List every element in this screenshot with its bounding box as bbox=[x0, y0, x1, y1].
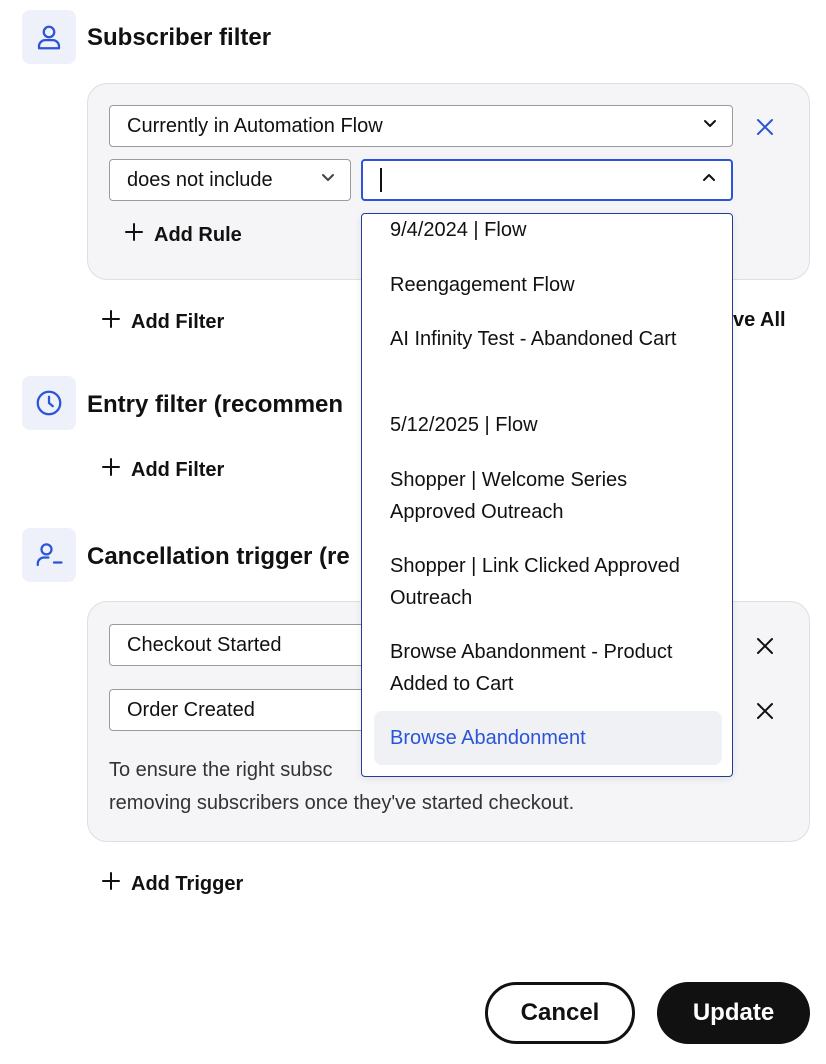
trigger-value-1: Checkout Started bbox=[127, 633, 282, 656]
cancellation-trigger-title: Cancellation trigger (re bbox=[87, 543, 350, 570]
cancel-button[interactable]: Cancel bbox=[485, 982, 635, 1044]
subscriber-filter-title: Subscriber filter bbox=[87, 24, 272, 51]
update-button[interactable]: Update bbox=[657, 982, 810, 1044]
dropdown-option[interactable]: Shopper | Welcome Series Approved Outreach bbox=[390, 469, 628, 523]
dropdown-option[interactable]: AI Infinity Test - Abandoned Cart bbox=[390, 328, 677, 350]
add-rule-label: Add Rule bbox=[154, 223, 242, 246]
chevron-down-icon bbox=[702, 115, 718, 138]
plus-icon bbox=[101, 309, 121, 335]
remove-all-button[interactable]: ve All bbox=[733, 309, 786, 331]
help-text-line-2: removing subscribers once they've started checkout. bbox=[109, 792, 575, 814]
entry-filter-title: Entry filter (recommen bbox=[87, 391, 344, 418]
remove-trigger-1-icon[interactable] bbox=[751, 632, 779, 660]
dropdown-option[interactable]: Shopper | Link Clicked Approved Outreach bbox=[390, 555, 680, 609]
trigger-select-1[interactable] bbox=[109, 624, 369, 666]
help-text-line-1: To ensure the right subsc bbox=[109, 759, 333, 781]
dropdown-option[interactable] bbox=[374, 214, 722, 248]
clock-icon bbox=[22, 376, 76, 430]
filter-field-select[interactable] bbox=[109, 105, 733, 147]
add-filter-button[interactable] bbox=[101, 309, 224, 335]
add-trigger-button[interactable] bbox=[101, 871, 243, 897]
user-minus-icon bbox=[22, 528, 76, 582]
chevron-up-icon bbox=[701, 169, 717, 192]
dropdown-option-label: 9/4/2024 | Flow bbox=[390, 219, 527, 241]
add-entry-filter-button[interactable] bbox=[101, 457, 224, 483]
plus-icon bbox=[124, 222, 144, 248]
dropdown-option[interactable]: 5/12/2025 | Flow bbox=[390, 414, 538, 436]
add-trigger-label: Add Trigger bbox=[131, 872, 244, 895]
dropdown-option[interactable]: Browse Abandonment - Product Added to Cart bbox=[390, 641, 673, 695]
add-rule-button[interactable] bbox=[124, 222, 242, 248]
user-icon bbox=[22, 10, 76, 64]
flow-value-input[interactable] bbox=[361, 159, 733, 201]
dropdown-option-highlighted[interactable]: Browse Abandonment bbox=[374, 711, 722, 765]
add-entry-filter-label: Add Filter bbox=[131, 458, 225, 481]
trigger-select-2[interactable] bbox=[109, 689, 369, 731]
operator-select[interactable] bbox=[109, 159, 351, 201]
dropdown-option[interactable]: Reengagement Flow bbox=[390, 274, 575, 296]
chevron-down-icon bbox=[320, 169, 336, 192]
plus-icon bbox=[101, 457, 121, 483]
filter-field-value: Currently in Automation Flow bbox=[127, 114, 383, 137]
operator-value: does not include bbox=[127, 168, 273, 191]
remove-trigger-2-icon[interactable] bbox=[751, 697, 779, 725]
text-cursor bbox=[380, 168, 382, 192]
trigger-value-2: Order Created bbox=[127, 698, 255, 721]
remove-filter-icon[interactable] bbox=[751, 113, 779, 141]
flow-options-dropdown[interactable] bbox=[361, 213, 733, 777]
plus-icon bbox=[101, 871, 121, 897]
add-filter-label: Add Filter bbox=[131, 310, 225, 333]
